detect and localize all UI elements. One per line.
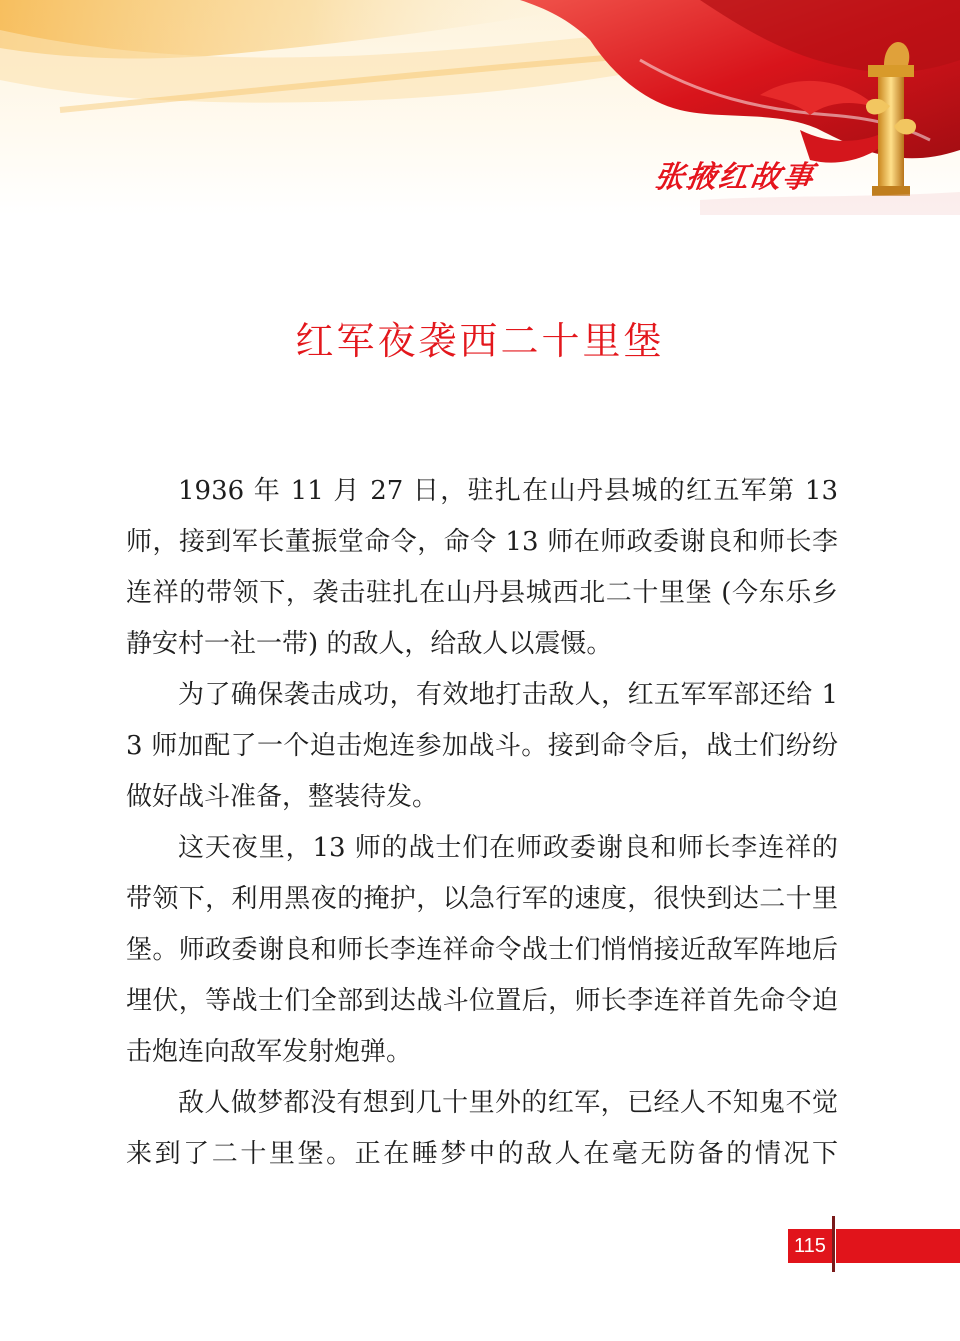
article-body <box>126 466 838 1180</box>
paragraph-3: 这天夜里，13 师的战士们在师政委谢良和师长李连祥的带领下，利用黑夜的掩护，以急行军的速度，很快到达二十里堡。师政委谢良和师长李连祥命令战士们悄悄接近敌军阵地后埋伏，等战士们全部到达战斗位置后，师长李连祥首先命令迫击炮连向敌军发射炮弹。 <box>126 833 838 1067</box>
page-number: 115 <box>788 1229 832 1263</box>
series-brand-title: 张掖红故事 <box>652 160 817 195</box>
footer-red-bar <box>836 1229 960 1263</box>
paragraph-2: 为了确保袭击成功，有效地打击敌人，红五军军部还给 13 师加配了一个迫击炮连参加战斗。接到命令后，战士们纷纷做好战斗准备，整装待发。 <box>126 680 838 812</box>
header-banner <box>0 0 960 215</box>
footer-divider <box>832 1216 835 1272</box>
paragraph-1: 1936 年 11 月 27 日，驻扎在山丹县城的红五军第 13 师，接到军长董振堂命令，命令 13 师在师政委谢良和师长李连祥的带领下，袭击驻扎在山丹县城西北二十里堡 (今东乐乡静安村一社一带) 的敌人，给敌人以震慑。 <box>126 476 838 659</box>
article-title: 红军夜袭西二十里堡 <box>295 319 665 363</box>
paragraph-4: 敌人做梦都没有想到几十里外的红军，已经人不知鬼不觉来到了二十里堡。正在睡梦中的敌人在毫无防备的情况下 <box>126 1088 838 1169</box>
banner-artwork <box>0 0 960 215</box>
